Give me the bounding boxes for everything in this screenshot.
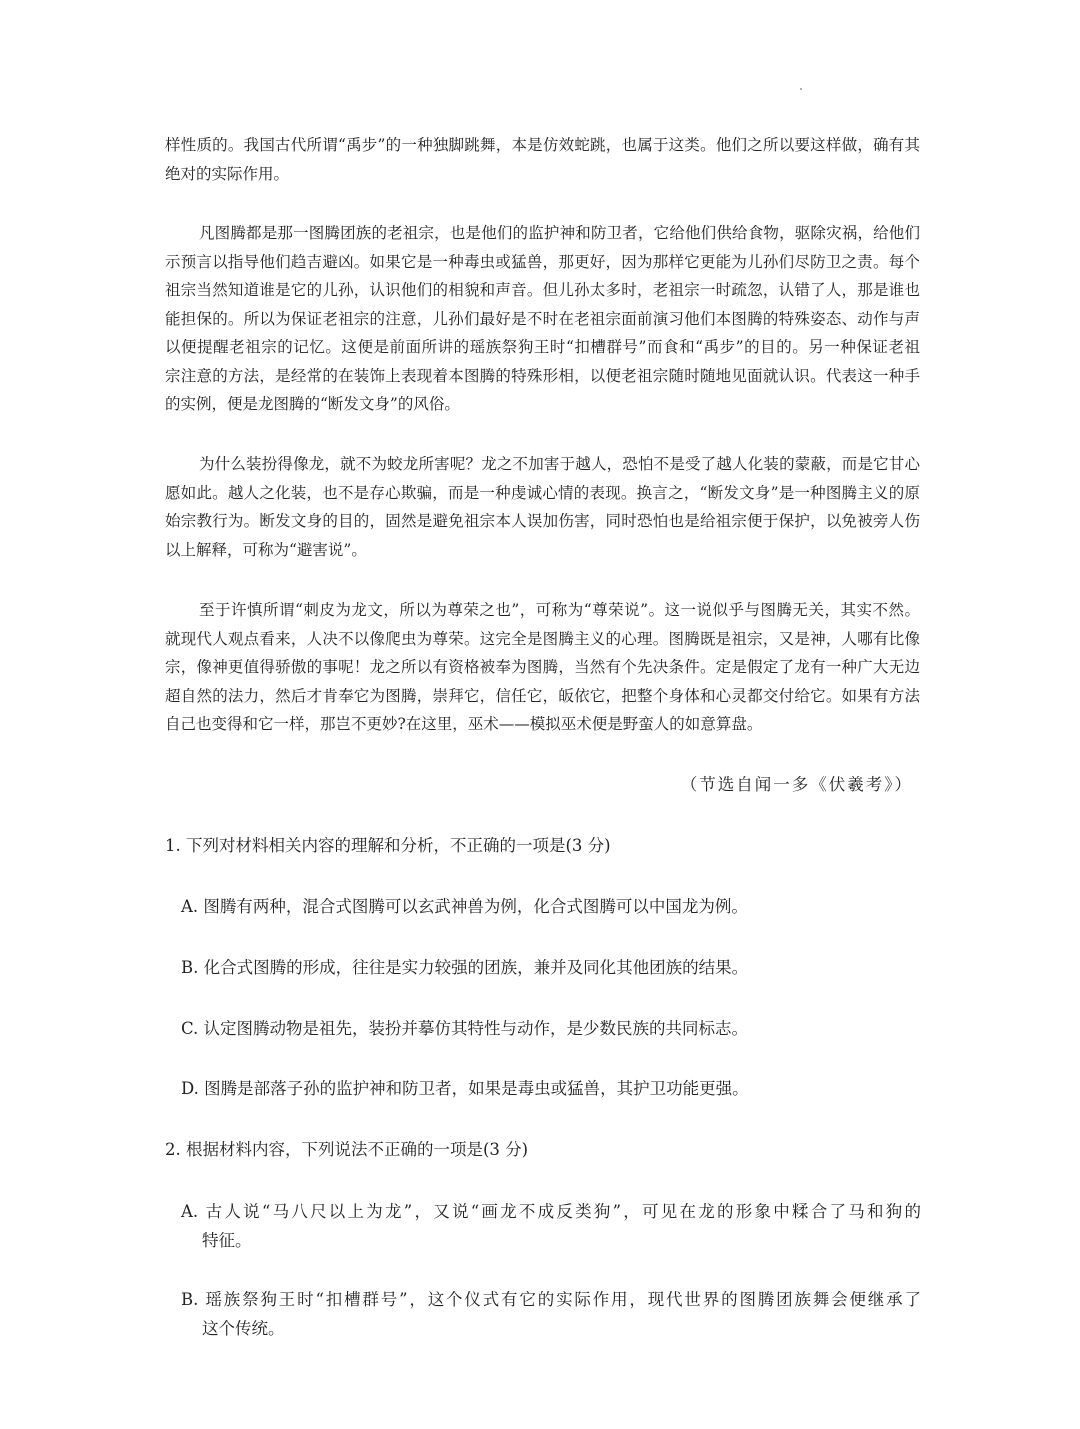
paragraph-3	[165, 450, 920, 564]
paragraph-4	[165, 596, 920, 739]
text-line: B. 化合式图腾的形成，往往是实力较强的团族，兼并及同化其他团族的结果。	[181, 958, 749, 977]
question-2-stem	[165, 1136, 920, 1165]
question-1-stem	[165, 832, 920, 861]
text-line: C. 认定图腾动物是祖先，装扮并摹仿其特性与动作，是少数民族的共同标志。	[181, 1019, 749, 1038]
text-line: 至于许慎所谓“刺皮为龙文，所以为尊荣之也”，可称为“尊荣说”。这一说似乎与图腾无关，其实不然。	[199, 601, 920, 619]
question-2-option-a	[181, 1198, 921, 1255]
text-line: 宗注意的方法，是经常的在装饰上表现着本图腾的特殊形相，以便老祖宗随时随地见面就认识。代表这一种手	[165, 366, 920, 385]
text-line: 特征。	[202, 1230, 252, 1250]
text-line: A. 图腾有两种，混合式图腾可以玄武神兽为例，化合式图腾可以中国龙为例。	[181, 897, 748, 916]
text-line: 能担保的。所以为保证老祖宗的注意，儿孙们最好是不时在老祖宗面前演习他们本图腾的特殊姿态、动作与声	[165, 309, 920, 328]
question-2-option-b	[181, 1286, 921, 1343]
text-line: B. 瑶族祭狗王时“扣槽群号”，这个仪式有它的实际作用，现代世界的图腾团族舞会便继承了	[181, 1290, 921, 1309]
text-line: 这个传统。	[202, 1318, 285, 1338]
text-line: 自己也变得和它一样，那岂不更妙?在这里，巫术——模拟巫术便是野蛮人的如意算盘。	[165, 715, 763, 733]
text-line: 就现代人观点看来，人决不以像爬虫为尊荣。这完全是图腾主义的心理。图腾既是祖宗，又是神，人哪有比像	[165, 629, 920, 648]
text-line: 始宗教行为。断发文身的目的，固然是避免祖宗本人误加伤害，同时恐怕也是给祖宗便于保护，以免被旁人伤	[165, 512, 920, 530]
question-1-option-b	[181, 954, 921, 983]
text-line: 以上解释，可称为“避害说”。	[165, 540, 367, 559]
text-line: 的实例，便是龙图腾的“断发文身”的风俗。	[165, 395, 460, 413]
text-line: 愿如此。越人之化装，也不是存心欺骗，而是一种虔诚心情的表现。换言之，“断发文身”是一种图腾主义的原	[165, 483, 920, 502]
text-line: 超自然的法力，然后才肯奉它为图腾，崇拜它，信任它，皈依它，把整个身体和心灵都交付给它。如果有方法	[165, 686, 920, 705]
question-1-option-c	[181, 1015, 921, 1044]
text-line: A. 古人说“马八尺以上为龙”，又说“画龙不成反类狗”，可见在龙的形象中糅合了马和狗的	[181, 1202, 921, 1221]
text-line: 凡图腾都是那一图腾团族的老祖宗，也是他们的监护神和防卫者，它给他们供给食物，驱除灾祸，给他们	[199, 224, 920, 242]
text-line: 祖宗当然知道谁是它的儿孙，认识他们的相貌和声音。但儿孙太多时，老祖宗一时疏忽，认错了人，那是谁也	[165, 281, 920, 299]
text-line: 宗，像神更值得骄傲的事呢！龙之所以有资格被奉为图腾，当然有个先决条件。定是假定了龙有一种广大无边	[165, 658, 920, 676]
text-line: 示预言以指导他们趋吉避凶。如果它是一种毒虫或猛兽，那更好，因为那样它更能为儿孙们尽防卫之责。每个	[165, 252, 920, 271]
question-1-option-a	[181, 893, 921, 922]
text-line: D. 图腾是部落子孙的监护神和防卫者，如果是毒虫或猛兽，其护卫功能更强。	[181, 1079, 749, 1098]
scan-speck	[800, 88, 802, 90]
text-line: 以便提醒老祖宗的记忆。这便是前面所讲的瑶族祭狗王时“扣槽群号”而食和“禹步”的目的。另一种保证老祖	[165, 338, 920, 356]
question-stem: 2. 根据材料内容，下列说法不正确的一项是(3 分)	[165, 1140, 529, 1159]
text-line: 为什么装扮得像龙，就不为蛟龙所害呢？龙之不加害于越人，恐怕不是受了越人化装的蒙蔽，而是它甘心	[199, 455, 920, 473]
question-1-option-d	[181, 1075, 921, 1104]
paragraph-1	[165, 131, 920, 188]
question-stem: 1. 下列对材料相关内容的理解和分析，不正确的一项是(3 分)	[165, 836, 611, 855]
source-citation: （节选自闻一多《伏羲考》）	[680, 775, 913, 794]
text-line: 绝对的实际作用。	[165, 164, 290, 183]
paragraph-2	[165, 219, 920, 419]
text-line: 样性质的。我国古代所谓“禹步”的一种独脚跳舞，本是仿效蛇跳，也属于这类。他们之所以要这样做，确有其	[165, 136, 920, 154]
